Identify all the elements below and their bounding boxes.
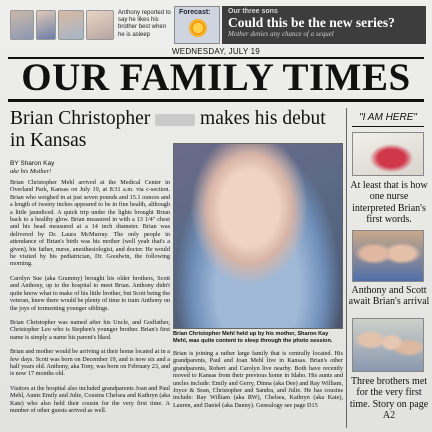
byline-author: BY Sharon Kay [10, 160, 55, 167]
article-paragraph: Brian and mother would be arriving at their home located at in a few days. Scott was born on December 19, and is now six and a half years old. Anthony, aka Tony, was born on February 23, and is now 17 months old. [10, 348, 171, 378]
banner [222, 6, 426, 44]
banner-subtitle: Mother denies any chance of a sequel [228, 30, 334, 38]
article-column-left [10, 179, 170, 421]
article-paragraph: Brian Christopher was named after his Uncle, and Godfather, Christopher Leo who is Stephen's younger brother. Brian's first name is simply a name his parent's liked. [10, 318, 170, 341]
headline-part-2: makes his debut in Kansas [10, 108, 326, 151]
top-strip [6, 4, 426, 46]
dateline: WEDNESDAY, JULY 19 [172, 47, 260, 56]
divider [8, 99, 424, 102]
sidebar-caption: Three brothers met for the very first time. Story on page A2 [349, 376, 429, 422]
banner-headline: Could this be the new series? [228, 15, 395, 30]
sun-icon [189, 19, 207, 37]
banner-kicker: Our three sons [228, 8, 278, 15]
article-paragraph: Carolyn Sue (aka Grammy) brought his older brothers, Scott and Anthony, up to the hospital to meet Brian. Anthony didn't quite know what to make of his little brother, but Scott being the veteran, knew there would be plenty of time to train Anthony on the joys of tormenting younger siblings. [10, 274, 170, 312]
forecast-label: Forecast: [179, 9, 211, 16]
thumbnail-photo [10, 10, 34, 40]
sidebar-photo-baby [352, 132, 424, 176]
headline-part-1: Brian Christopher [10, 108, 151, 129]
sidebar-heading: "I AM HERE" [359, 112, 417, 123]
sidebar-caption: Anthony and Scott await Brian's arrival [348, 285, 430, 308]
photo-caption: Brian Christopher Mehl held up by his mother, Sharon Kay Mehl, was quite content to sleep through the photo session. [173, 331, 333, 344]
anthony-note: Anthony reported to say he likes his brother best when he is asleep [118, 10, 171, 38]
thumbnail-photo [36, 10, 56, 40]
divider [352, 126, 424, 127]
sidebar-caption: At least that is how one nurse interpreted Brian's first words. [350, 180, 428, 226]
byline-note: ake his Mother! [10, 168, 52, 175]
baby-photo [173, 143, 343, 329]
article-column-middle: Brian is joining a rather large family that is centrally located. His grandparents, Paul and Joan Mehl live in Kansas. Brian's other grandparents, Robert and Carolyn live nearby. Both have recently moved to Kansas from their previous home in Idaho. His aunts and uncles include: Emily and Gerry, Dinna (aka Dee) and Ray William, Joyce & Sean, Christopher and Sandra, and Julie. He has cousins include: Ray William (aka RW), Chelsea, Kathryn (aka Kate), Lauren, and Daniel (aka Danny). Genealogy see page D15 [173, 350, 343, 409]
masthead: OUR FAMILY TIMES [21, 56, 411, 99]
sidebar-photo-brothers [352, 230, 424, 282]
byline [10, 160, 170, 176]
column-divider [346, 108, 347, 428]
thumbnail-photo [58, 10, 84, 40]
sidebar-photo-three-brothers [352, 318, 424, 372]
thumbnail-photo [86, 10, 114, 40]
article-paragraph: Brian Christopher Mehl arrived at the Medical Center in Overland Park, Kansas on July 19, at 8:31 a.m. via c-section. Brian who weighed in at just seven pounds and 15.1 ounces and a length of twenty inches appeared to be in fine health, although a little jaundiced. A quick trip under the lights brought Brian back to a healthy glow. Brian measured in with a 13 1/4" chest and his head measured at a 14 inch diameter. Brian was delivered by Dr. Laura McMurray. The only people in attendance of Brian's birth was his mother (well yeah that's a given), his father, nurse, anesthesiologist, and doctor. He would be visited by his pediatrician, Dr. Goodwin, the following morning. [10, 179, 170, 268]
article-paragraph: Visitors at the hospital also included grandparents Joan and Paul Mehl, Aunts Emily and Julie, Cousins Chelsea and Kathryn (aka Kate) who also held their cousin for the very first time. A number of other guests arrived as well. [10, 384, 170, 414]
forecast-box [174, 6, 220, 44]
redacted-name [155, 114, 195, 126]
